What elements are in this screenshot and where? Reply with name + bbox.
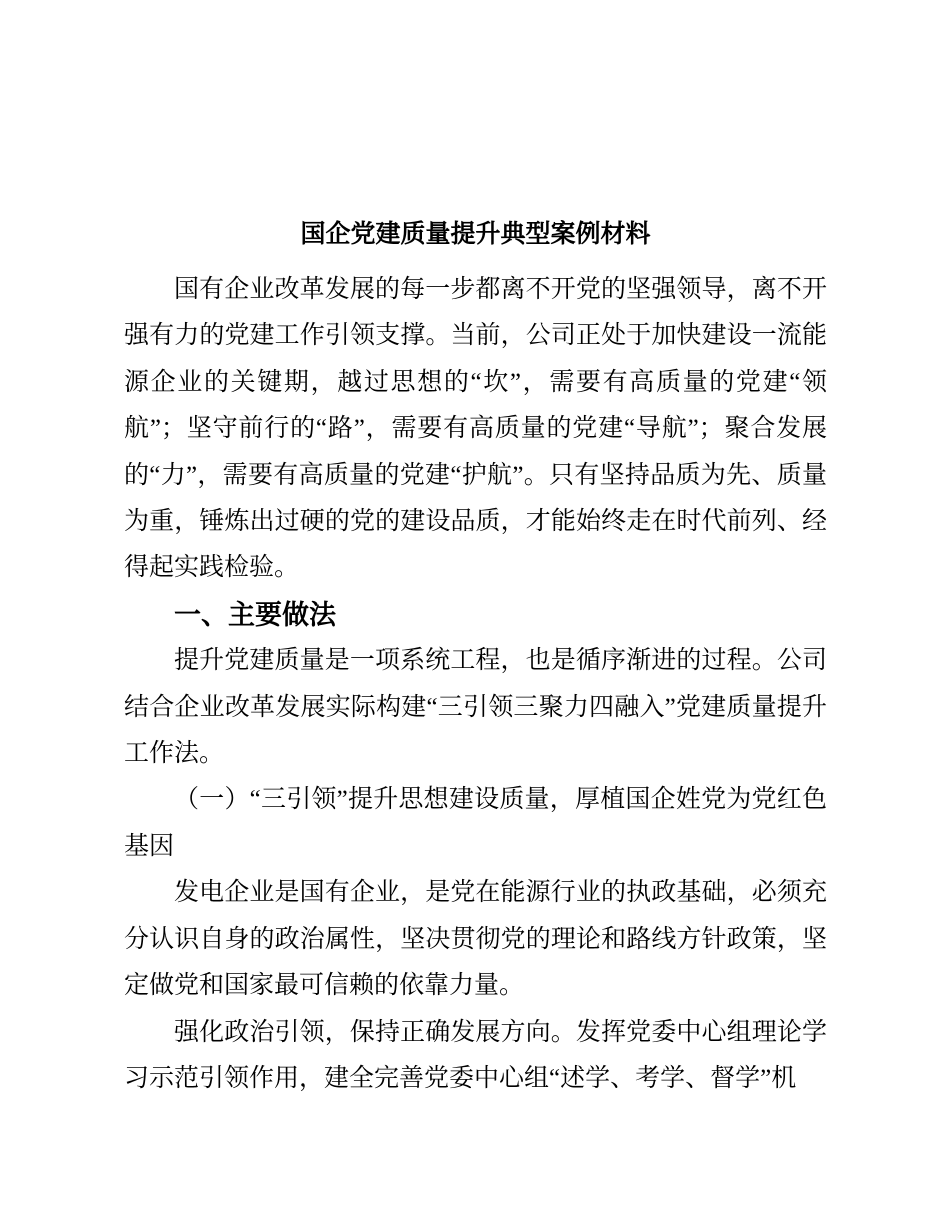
paragraph-political-leadership: 强化政治引领，保持正确发展方向。发挥党委中心组理论学习示范引领作用，建全完善党委中心组“述学、考学、督学”机 <box>124 1018 827 1092</box>
subsection-heading-three-leads: （一）“三引领”提升思想建设质量，厚植国企姓党为党红色基因 <box>124 786 827 860</box>
document-title: 国企党建质量提升典型案例材料 <box>300 221 651 248</box>
paragraph-intro: 国有企业改革发展的每一步都离不开党的坚强领导，离不开强有力的党建工作引领支撑。当前，公司正处于加快建设一流能源企业的关键期，越过思想的“坎”，需要有高质量的党建“领航”；坚守前行的“路”，需要有高质量的党建“导航”；聚合发展的“力”，需要有高质量的党建“护航”。只有坚持品质为先、质量为重，锤炼出过硬的党的建设品质，才能始终走在时代前列、经得起实践检验。 <box>124 276 827 582</box>
paragraph-power-enterprise: 发电企业是国有企业，是党在能源行业的执政基础，必须充分认识自身的政治属性，坚决贯彻党的理论和路线方针政策，坚定做党和国家最可信赖的依靠力量。 <box>124 879 827 1000</box>
paragraph-overview: 提升党建质量是一项系统工程，也是循序渐进的过程。公司结合企业改革发展实际构建“三引领三聚力四融入”党建质量提升工作法。 <box>124 647 827 768</box>
document-content <box>124 0 827 1102</box>
section-heading-main-practices: 一、主要做法 <box>174 599 336 630</box>
